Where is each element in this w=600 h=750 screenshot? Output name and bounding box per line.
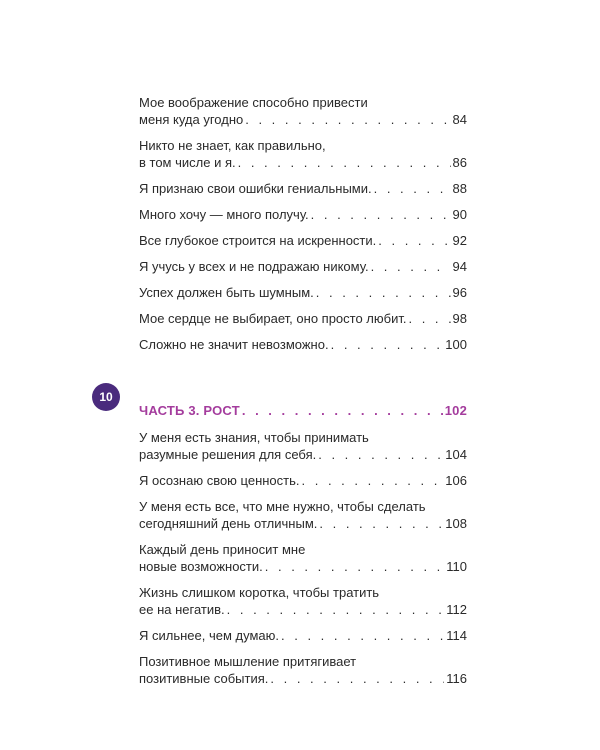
toc-entry-line xyxy=(139,558,467,575)
section-page-number: 102 xyxy=(444,403,467,418)
dot-leader xyxy=(408,310,450,327)
toc-entry-page-number: 90 xyxy=(452,207,467,222)
toc-entry-line xyxy=(139,601,467,618)
table-of-contents xyxy=(139,94,467,696)
toc-entry-title: Жизнь слишком коротка, чтобы тратить xyxy=(139,585,380,600)
toc-entry-title: в том числе и я. xyxy=(139,155,236,170)
dot-leader xyxy=(227,601,445,618)
toc-entry-title: Сложно не значит невозможно. xyxy=(139,337,329,352)
toc-entry-title: У меня есть все, что мне нужно, чтобы сделать xyxy=(139,499,426,514)
toc-entry-page-number: 112 xyxy=(446,602,467,617)
dot-leader xyxy=(316,284,451,301)
toc-entry-line xyxy=(139,446,467,463)
toc-entry-line xyxy=(139,111,467,128)
toc-entry-page-number: 114 xyxy=(446,628,467,643)
toc-entry[interactable] xyxy=(139,310,467,327)
dot-leader xyxy=(331,336,444,353)
toc-entry[interactable] xyxy=(139,584,467,618)
toc-section-heading[interactable] xyxy=(139,402,467,419)
toc-entry-line xyxy=(139,627,467,644)
toc-entry-line xyxy=(139,310,467,327)
dot-leader xyxy=(371,258,451,275)
toc-entry-line xyxy=(139,232,467,249)
section-title: ЧАСТЬ 3. РОСТ xyxy=(139,403,240,418)
toc-entry-title: сегодняшний день отличным. xyxy=(139,516,318,531)
toc-entry-line xyxy=(139,137,467,154)
toc-entry-title: Позитивное мышление притягивает xyxy=(139,654,357,669)
toc-entry-page-number: 100 xyxy=(445,337,467,352)
toc-entry-line xyxy=(139,670,467,687)
toc-entry-title: Я сильнее, чем думаю. xyxy=(139,628,280,643)
toc-entry[interactable] xyxy=(139,653,467,687)
dot-leader xyxy=(311,206,451,223)
toc-entry[interactable] xyxy=(139,137,467,171)
toc-entry-page-number: 98 xyxy=(452,311,467,326)
toc-entry[interactable] xyxy=(139,206,467,223)
toc-entry[interactable] xyxy=(139,232,467,249)
toc-entry-line xyxy=(139,541,467,558)
toc-entry-title: Успех должен быть шумным. xyxy=(139,285,314,300)
toc-entry-page-number: 94 xyxy=(452,259,467,274)
toc-entry-page-number: 110 xyxy=(446,559,467,574)
toc-entry[interactable] xyxy=(139,429,467,463)
toc-entry-title: позитивные события. xyxy=(139,671,269,686)
toc-entry-line xyxy=(139,180,467,197)
toc-entry-page-number: 116 xyxy=(446,671,467,686)
toc-entry[interactable] xyxy=(139,472,467,489)
toc-entry-title: Мое воображение способно привести xyxy=(139,95,368,110)
toc-entry[interactable] xyxy=(139,180,467,197)
dot-leader xyxy=(245,111,450,128)
toc-entry-title: Я осознаю свою ценность. xyxy=(139,473,300,488)
toc-entry-line xyxy=(139,472,467,489)
page-number-badge: 10 xyxy=(92,383,120,411)
dot-leader xyxy=(242,402,443,419)
toc-entry[interactable] xyxy=(139,627,467,644)
toc-entry-page-number: 88 xyxy=(452,181,467,196)
toc-list-bottom xyxy=(139,429,467,687)
dot-leader xyxy=(378,232,450,249)
toc-entry-page-number: 106 xyxy=(445,473,467,488)
toc-entry-title: разумные решения для себя. xyxy=(139,447,317,462)
toc-entry-title: Каждый день приносит мне xyxy=(139,542,306,557)
toc-entry[interactable] xyxy=(139,541,467,575)
dot-leader xyxy=(238,154,451,171)
toc-list-top xyxy=(139,94,467,353)
toc-entry[interactable] xyxy=(139,258,467,275)
toc-entry-line xyxy=(139,584,467,601)
toc-entry[interactable] xyxy=(139,336,467,353)
toc-entry-line xyxy=(139,336,467,353)
toc-entry-title: Я учусь у всех и не подражаю никому. xyxy=(139,259,369,274)
toc-entry[interactable] xyxy=(139,498,467,532)
toc-entry-page-number: 96 xyxy=(452,285,467,300)
toc-entry-title: Много хочу — много получу. xyxy=(139,207,309,222)
toc-entry-line xyxy=(139,653,467,670)
toc-entry[interactable] xyxy=(139,284,467,301)
toc-entry-line xyxy=(139,206,467,223)
toc-entry-line xyxy=(139,154,467,171)
toc-entry[interactable] xyxy=(139,94,467,128)
dot-leader xyxy=(302,472,444,489)
toc-entry-line xyxy=(139,94,467,111)
toc-entry-title: новые возможности. xyxy=(139,559,263,574)
toc-entry-page-number: 84 xyxy=(452,112,467,127)
dot-leader xyxy=(281,627,444,644)
toc-entry-line xyxy=(139,258,467,275)
toc-entry-title: меня куда угодно xyxy=(139,112,244,127)
toc-entry-page-number: 86 xyxy=(452,155,467,170)
toc-entry-title: Я признаю свои ошибки гениальными. xyxy=(139,181,372,196)
toc-entry-title: Никто не знает, как правильно, xyxy=(139,138,326,153)
dot-leader xyxy=(270,670,444,687)
toc-entry-line xyxy=(139,429,467,446)
toc-entry-title: Все глубокое строится на искренности. xyxy=(139,233,377,248)
toc-entry-page-number: 104 xyxy=(445,447,467,462)
toc-entry-line xyxy=(139,498,467,515)
toc-entry-page-number: 92 xyxy=(452,233,467,248)
dot-leader xyxy=(318,446,443,463)
toc-entry-line xyxy=(139,284,467,301)
toc-entry-title: Мое сердце не выбирает, оно просто любит. xyxy=(139,311,407,326)
toc-entry-title: У меня есть знания, чтобы принимать xyxy=(139,430,369,445)
toc-entry-page-number: 108 xyxy=(445,516,467,531)
dot-leader xyxy=(265,558,445,575)
dot-leader xyxy=(374,180,451,197)
toc-entry-title: ее на негатив. xyxy=(139,602,225,617)
toc-entry-line xyxy=(139,515,467,532)
dot-leader xyxy=(319,515,443,532)
